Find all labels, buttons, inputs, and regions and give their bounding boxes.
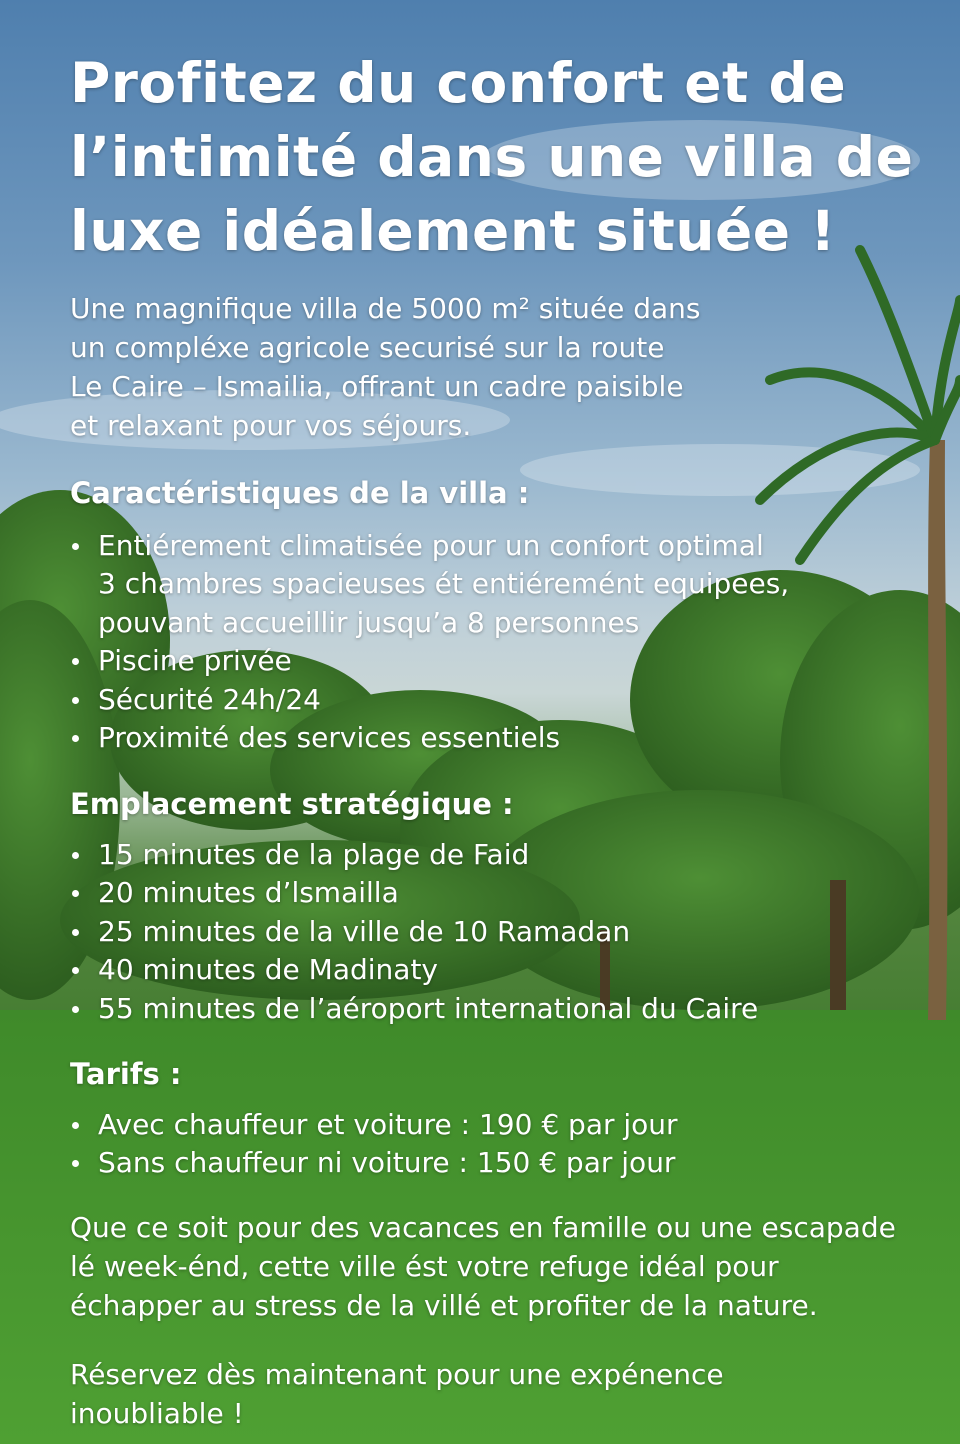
feature-text: Entiérement climatisée pour un confort optimal bbox=[98, 529, 764, 562]
location-list bbox=[70, 836, 758, 1028]
cta-line: Réservez dès maintenant pour une expénence bbox=[70, 1358, 724, 1391]
list-item bbox=[70, 874, 758, 912]
features-list bbox=[70, 527, 789, 757]
headline-line: l’intimité dans une villa de bbox=[70, 125, 914, 189]
feature-text: Piscine privée bbox=[98, 644, 292, 678]
list-item bbox=[70, 951, 758, 989]
intro-line: et relaxant pour vos séjours. bbox=[70, 409, 472, 442]
location-text: 15 minutes de la plage de Faid bbox=[98, 838, 530, 871]
bullet-icon bbox=[72, 658, 79, 665]
bullet-icon bbox=[72, 1006, 79, 1013]
location-heading: Emplacement stratégique : bbox=[70, 787, 514, 821]
location-text: 40 minutes de Madinaty bbox=[98, 953, 438, 987]
list-item bbox=[70, 1106, 678, 1144]
location-text: 55 minutes de l’aéroport international du Caire bbox=[98, 991, 759, 1025]
intro-line: Le Caire – Ismailia, offrant un cadre paisible bbox=[70, 370, 684, 403]
feature-text: pouvant accueillir jusqu’a 8 personnes bbox=[98, 605, 640, 639]
feature-text: Proximité des services essentiels bbox=[98, 721, 561, 755]
bullet-icon bbox=[72, 543, 79, 550]
closing-line: lé week-énd, cette ville ést votre refuge idéal pour bbox=[70, 1250, 779, 1283]
headline-line: luxe idéalement située ! bbox=[70, 199, 836, 263]
feature-text: 3 chambres spacieuses ét entiéremént equipees, bbox=[98, 567, 790, 601]
price-text: Avec chauffeur et voiture : 190 € par jour bbox=[98, 1108, 678, 1141]
bullet-icon bbox=[72, 697, 79, 704]
bullet-icon bbox=[72, 929, 79, 936]
bullet-icon bbox=[72, 852, 79, 859]
intro-line: Une magnifique villa de 5000 m² située dans bbox=[70, 292, 701, 325]
headline bbox=[70, 46, 914, 268]
list-item bbox=[70, 565, 789, 603]
bullet-icon bbox=[72, 1160, 79, 1167]
list-item bbox=[70, 913, 758, 951]
list-item bbox=[70, 642, 789, 680]
location-text: 20 minutes d’lsmailla bbox=[98, 876, 399, 910]
prices-list bbox=[70, 1106, 678, 1183]
price-text: Sans chauffeur ni voiture : 150 € par jour bbox=[98, 1146, 676, 1180]
call-to-action bbox=[70, 1355, 930, 1433]
bullet-icon bbox=[72, 735, 79, 742]
bullet-icon bbox=[72, 967, 79, 974]
list-item bbox=[70, 1144, 678, 1182]
list-item bbox=[70, 836, 758, 874]
headline-line: Profitez du confort et de bbox=[70, 51, 847, 115]
intro-paragraph bbox=[70, 289, 790, 445]
bullet-icon bbox=[72, 1122, 79, 1129]
list-item bbox=[70, 604, 789, 642]
closing-paragraph bbox=[70, 1208, 930, 1325]
cta-line: inoubliable ! bbox=[70, 1397, 244, 1430]
intro-line: un compléxe agricole securisé sur la route bbox=[70, 331, 665, 364]
list-item bbox=[70, 527, 789, 565]
features-heading: Caractéristiques de la villa : bbox=[70, 476, 530, 510]
location-text: 25 minutes de la ville de 10 Ramadan bbox=[98, 914, 631, 948]
prices-heading: Tarifs : bbox=[70, 1057, 182, 1091]
list-item bbox=[70, 990, 758, 1028]
bullet-icon bbox=[72, 890, 79, 897]
closing-line: Que ce soit pour des vacances en famille ou une escapade bbox=[70, 1211, 896, 1244]
list-item bbox=[70, 681, 789, 719]
feature-text: Sécurité 24h/24 bbox=[98, 682, 321, 716]
closing-line: échapper au stress de la villé et profiter de la nature. bbox=[70, 1289, 818, 1322]
list-item bbox=[70, 719, 789, 757]
